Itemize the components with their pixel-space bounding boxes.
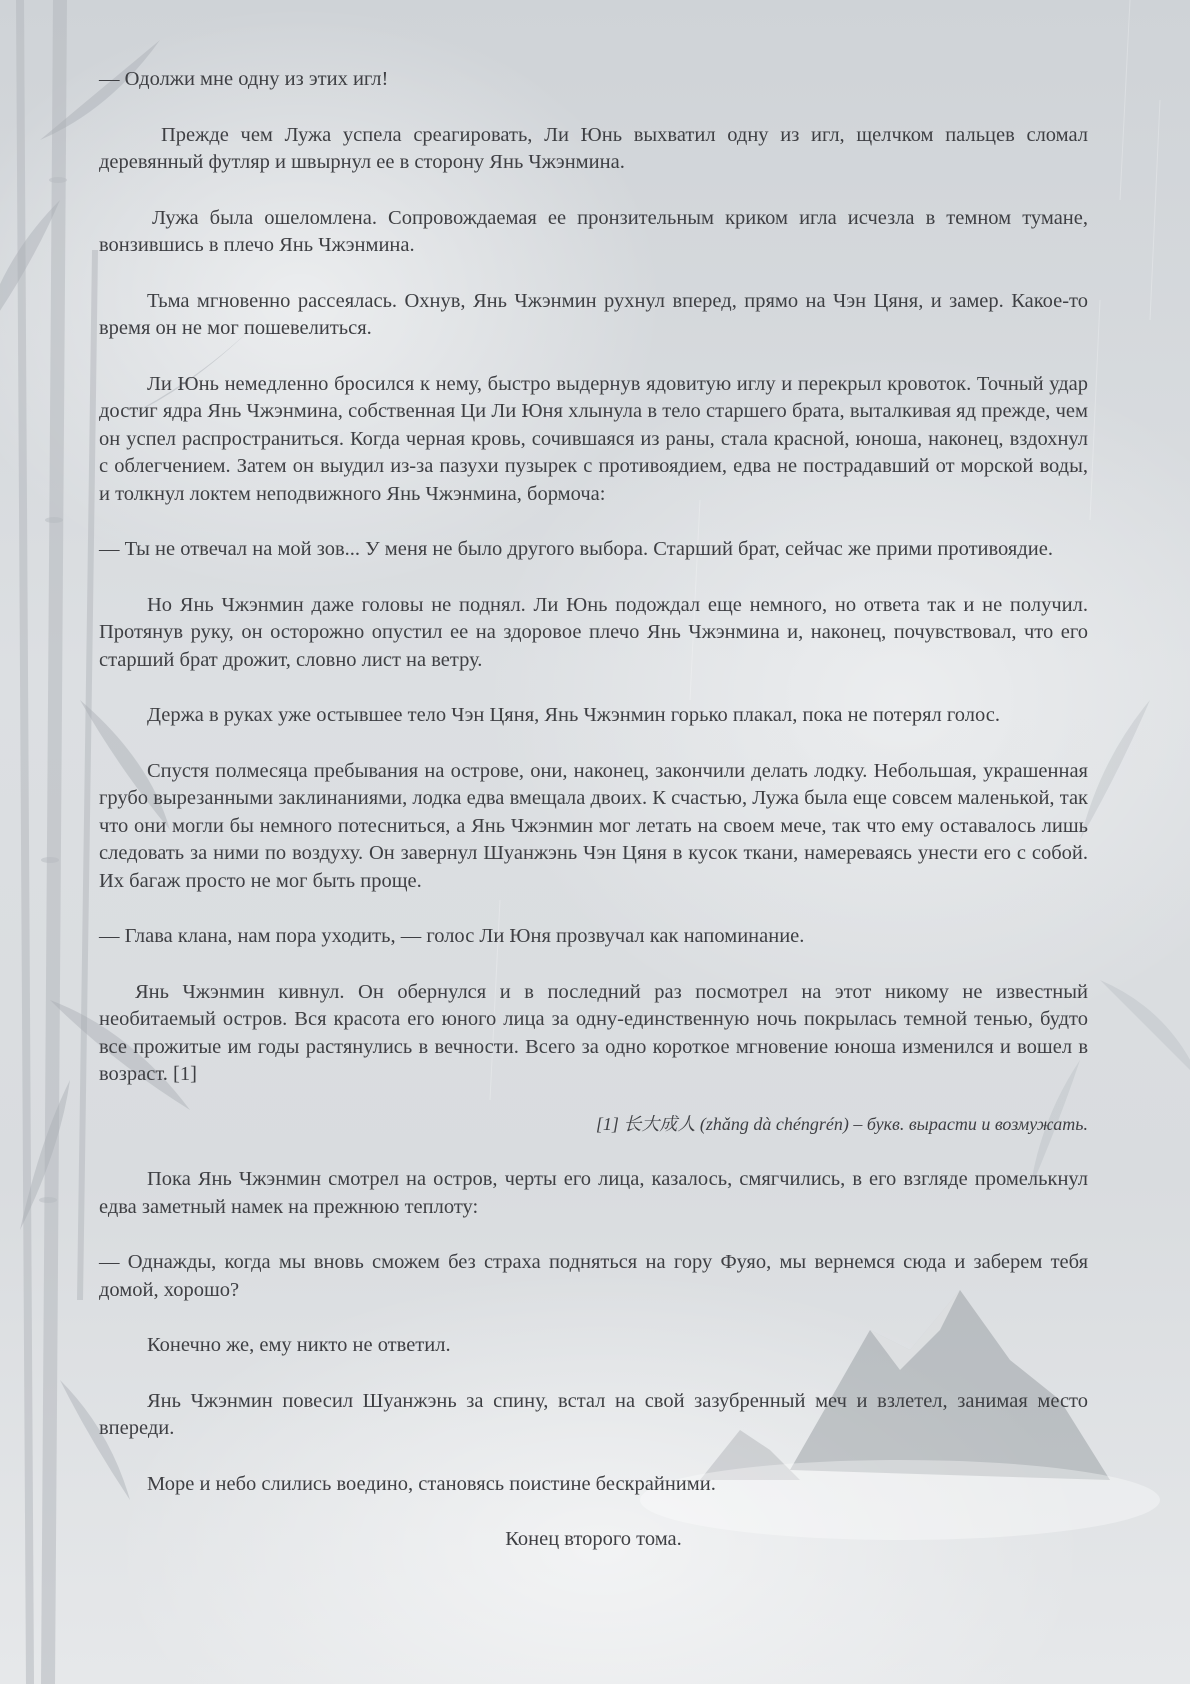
paragraph: — Одолжи мне одну из этих игл! — [99, 68, 389, 90]
paragraph: Конечно же, ему никто не ответил. — [147, 1334, 451, 1356]
end-of-volume: Конец второго тома. — [505, 1528, 682, 1550]
document-body — [99, 66, 1088, 1582]
paragraph: Спустя полмесяца пребывания на острове, они, наконец, закончили делать лодку. Небольшая, украшенная грубо вырезанными заклинаниями, лодка едва вмещала двоих. К счастью, Лужа была еще совсем маленькой, так что они могли бы немного потесниться, а Янь Чжэнмин мог летать на своем мече, так что ему оставалось лишь следовать за ними по воздуху. Он завернул Шуанжэнь Чэн Цяня в кусок ткани, намереваясь унести его с собой. Их багаж просто не мог быть проще. — [99, 759, 1088, 892]
paragraph: — Ты не отвечал на мой зов... У меня не было другого выбора. Старший брат, сейчас же прими противоядие. — [99, 538, 1053, 560]
paragraph: Но Янь Чжэнмин даже головы не поднял. Ли Юнь подождал еще немного, но ответа так и не получил. Протянув руку, он осторожно опустил ее на здоровое плечо Янь Чжэнмина и, наконец, почувствовал, что его старший брат дрожит, словно лист на ветру. — [99, 593, 1088, 671]
paragraph: Море и небо слились воедино, становясь поистине бескрайними. — [147, 1472, 716, 1495]
paragraph: — Глава клана, нам пора уходить, — голос Ли Юня прозвучал как напоминание. — [99, 925, 805, 947]
paragraph: Пока Янь Чжэнмин смотрел на остров, черты его лица, казалось, смягчились, в его взгляде промелькнул едва заметный намек на прежнюю теплоту: — [99, 1168, 1088, 1218]
paragraph: Янь Чжэнмин кивнул. Он обернулся и в последний раз посмотрел на этот никому не известный необитаемый остров. Вся красота его юного лица за одну-единственную ночь покрылась темной тенью, будто все прожитые им годы растянулись в вечности. Всего за одно короткое мгновение юноша изменился и вошел в возраст. [1] — [99, 980, 1088, 1085]
paragraph: Держа в руках уже остывшее тело Чэн Цяня, Янь Чжэнмин горько плакал, пока не потерял голос. — [147, 704, 1000, 726]
paragraph: Лужа была ошеломлена. Сопровождаемая ее пронзительным криком игла исчезла в темном тумане, вонзившись в плечо Янь Чжэнмина. — [99, 206, 1088, 256]
paragraph: Ли Юнь немедленно бросился к нему, быстро выдернув ядовитую иглу и перекрыл кровоток. Точный удар достиг ядра Янь Чжэнмина, собственная Ци Ли Юня хлынула в тело старшего брата, выталкивая яд прежде, чем он успел распространиться. Когда черная кровь, сочившаяся из раны, стала красной, юноша, наконец, вздохнул с облегчением. Затем он выудил из-за пазухи пузырек с противоядием, едва не пострадавший от морской воды, и толкнул локтем неподвижного Янь Чжэнмина, бормоча: — [99, 372, 1088, 505]
paragraph: Прежде чем Лужа успела среагировать, Ли Юнь выхватил одну из игл, щелчком пальцев сломал деревянный футляр и швырнул ее в сторону Янь Чжэнмина. — [99, 123, 1088, 173]
footnote: [1] 长大成人 (zhǎng dà chéngrén) – букв. вырасти и возмужать. — [595, 1113, 1088, 1134]
paragraph: — Однажды, когда мы вновь сможем без страха подняться на гору Фуяо, мы вернемся сюда и заберем тебя домой, хорошо? — [99, 1251, 1088, 1301]
paragraph: Тьма мгновенно рассеялась. Охнув, Янь Чжэнмин рухнул вперед, прямо на Чэн Цяня, и замер. Какое-то время он не мог пошевелиться. — [99, 289, 1088, 339]
paragraph: Янь Чжэнмин повесил Шуанжэнь за спину, встал на свой зазубренный меч и взлетел, занимая место впереди. — [99, 1389, 1088, 1439]
